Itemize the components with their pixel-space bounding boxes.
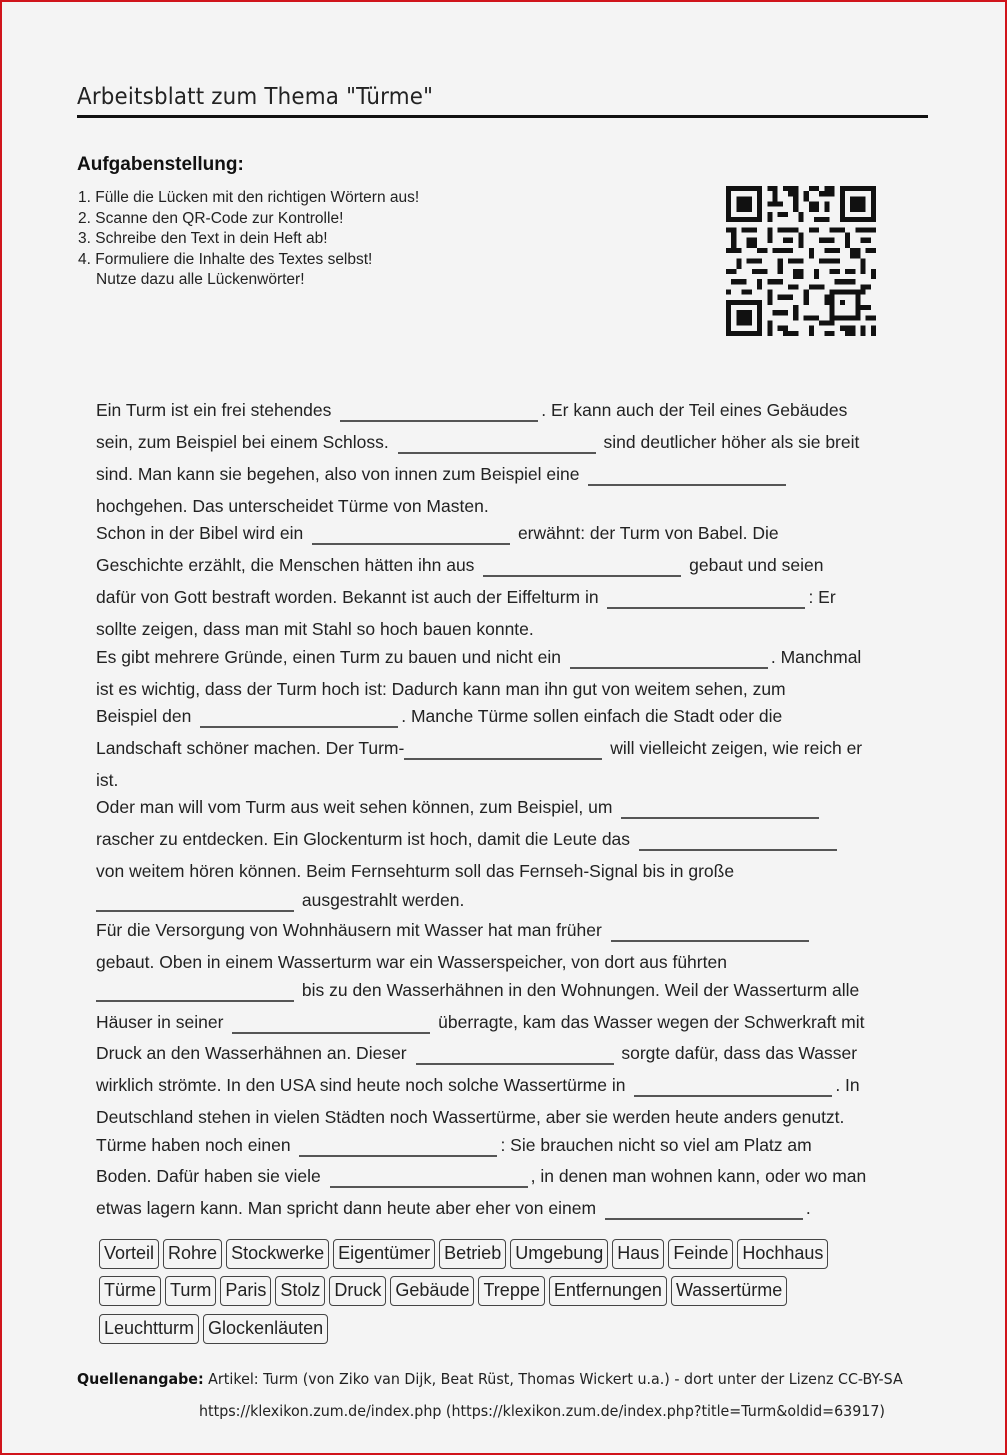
gap-field[interactable] [611, 920, 809, 942]
word-chip[interactable]: Stockwerke [226, 1239, 329, 1269]
text-line: sind. Man kann sie begehen, also von innen zum Beispiel eine [96, 464, 789, 486]
text-line: Deutschland stehen in vielen Städten noch Wassertürme, aber sie werden heute anders genutzt. [96, 1107, 845, 1127]
text-line: etwas lagern kann. Man spricht dann heute aber eher von einem . [96, 1198, 811, 1218]
gap-field[interactable] [639, 829, 837, 851]
task-item: 3. Schreibe den Text in dein Heft ab! [78, 230, 328, 248]
word-chip[interactable]: Vorteil [99, 1239, 159, 1269]
text-line: von weitem hören können. Beim Fernsehturm soll das Fernseh-Signal bis in große [96, 861, 735, 881]
task-list [78, 188, 419, 291]
word-chip[interactable]: Türme [99, 1276, 161, 1306]
gap-field[interactable] [96, 980, 294, 1002]
text-line: dafür von Gott bestraft worden. Bekannt ist auch der Eiffelturm in : Er [96, 587, 836, 607]
word-chip[interactable]: Treppe [478, 1276, 544, 1306]
source-label: Quellenangabe: [77, 1370, 204, 1388]
text-line: Landschaft schöner machen. Der Turm- will vielleicht zeigen, wie reich er [96, 738, 863, 758]
gap-field[interactable] [570, 647, 768, 669]
word-chip[interactable]: Wassertürme [671, 1276, 787, 1306]
word-chip[interactable]: Rohre [163, 1239, 222, 1269]
word-bank-row [99, 1314, 332, 1344]
gap-field[interactable] [634, 1075, 832, 1097]
text-line: Boden. Dafür haben sie viele , in denen man wohnen kann, oder wo man [96, 1166, 867, 1186]
gap-field[interactable] [312, 523, 510, 545]
word-chip[interactable]: Feinde [668, 1239, 733, 1269]
qr-code-icon [726, 186, 876, 336]
text-line: Schon in der Bibel wird ein erwähnt: der Turm von Babel. Die [96, 523, 779, 543]
task-item: Nutze dazu alle Lückenwörter! [96, 271, 305, 289]
text-line: sollte zeigen, dass man mit Stahl so hoch bauen konnte. [96, 619, 534, 639]
text-line: ist. [96, 770, 119, 790]
source-citation [77, 1370, 903, 1388]
text-line: sein, zum Beispiel bei einem Schloss. sind deutlicher höher als sie breit [96, 432, 860, 452]
word-chip[interactable]: Umgebung [510, 1239, 608, 1269]
task-item: 2. Scanne den QR-Code zur Kontrolle! [78, 209, 344, 227]
word-chip[interactable]: Leuchtturm [99, 1314, 199, 1344]
text-line: hochgehen. Das unterscheidet Türme von Masten. [96, 496, 489, 516]
word-bank-row [99, 1276, 791, 1306]
text-line: ausgestrahlt werden. [96, 890, 464, 912]
gap-field[interactable] [96, 890, 294, 912]
gap-field[interactable] [232, 1012, 430, 1034]
task-heading: Aufgabenstellung: [77, 154, 244, 175]
text-line: Für die Versorgung von Wohnhäusern mit Wasser hat man früher [96, 920, 812, 942]
text-line: Beispiel den . Manche Türme sollen einfach die Stadt oder die [96, 706, 783, 726]
title-underline [77, 115, 928, 118]
gap-field[interactable] [299, 1135, 497, 1157]
word-chip[interactable]: Eigentümer [333, 1239, 435, 1269]
text-line: wirklich strömte. In den USA sind heute noch solche Wassertürme in . In [96, 1075, 860, 1095]
gap-field[interactable] [607, 587, 805, 609]
word-chip[interactable]: Druck [329, 1276, 386, 1306]
word-chip[interactable]: Stolz [275, 1276, 325, 1306]
text-line: Druck an den Wasserhähnen an. Dieser sorgte dafür, dass das Wasser [96, 1043, 858, 1063]
text-line: ist es wichtig, dass der Turm hoch ist: Dadurch kann man ihn gut von weitem sehen, zum [96, 679, 786, 699]
text-line: bis zu den Wasserhähnen in den Wohnungen. Weil der Wasserturm alle [96, 980, 859, 1002]
word-chip[interactable]: Turm [165, 1276, 216, 1306]
word-chip[interactable]: Paris [220, 1276, 271, 1306]
gap-field[interactable] [330, 1166, 528, 1188]
gap-field[interactable] [588, 464, 786, 486]
gap-field[interactable] [200, 706, 398, 728]
text-line: Oder man will vom Turm aus weit sehen können, zum Beispiel, um [96, 797, 822, 819]
word-chip[interactable]: Glockenläuten [203, 1314, 328, 1344]
gap-field[interactable] [621, 797, 819, 819]
gap-field[interactable] [404, 738, 602, 760]
source-text: Artikel: Turm (von Ziko van Dijk, Beat Rüst, Thomas Wickert u.a.) - dort unter der Lizenz CC-BY-SA [203, 1370, 903, 1388]
word-bank-row [99, 1239, 832, 1269]
task-item: 4. Formuliere die Inhalte des Textes selbst! [78, 250, 373, 268]
text-line: Türme haben noch einen : Sie brauchen nicht so viel am Platz am [96, 1135, 812, 1155]
word-chip[interactable]: Betrieb [439, 1239, 506, 1269]
worksheet-title: Arbeitsblatt zum Thema "Türme" [77, 84, 434, 110]
word-chip[interactable]: Haus [612, 1239, 664, 1269]
gap-field[interactable] [605, 1198, 803, 1220]
gap-field[interactable] [416, 1043, 614, 1065]
word-chip[interactable]: Entfernungen [549, 1276, 667, 1306]
text-line: Häuser in seiner überragte, kam das Wasser wegen der Schwerkraft mit [96, 1012, 865, 1032]
word-chip[interactable]: Hochhaus [737, 1239, 828, 1269]
gap-field[interactable] [340, 400, 538, 422]
text-line: rascher zu entdecken. Ein Glockenturm ist hoch, damit die Leute das [96, 829, 840, 851]
task-item: 1. Fülle die Lücken mit den richtigen Wörtern aus! [78, 189, 420, 206]
word-chip[interactable]: Gebäude [390, 1276, 474, 1306]
gap-field[interactable] [483, 555, 681, 577]
text-line: Geschichte erzählt, die Menschen hätten ihn aus gebaut und seien [96, 555, 824, 575]
source-url[interactable]: https://klexikon.zum.de/index.php (https://klexikon.zum.de/index.php?title=Turm&oldid=63917) [199, 1402, 885, 1420]
text-line: gebaut. Oben in einem Wasserturm war ein Wasserspeicher, von dort aus führten [96, 952, 727, 972]
gap-field[interactable] [398, 432, 596, 454]
text-line: Es gibt mehrere Gründe, einen Turm zu bauen und nicht ein . Manchmal [96, 647, 862, 667]
text-line: Ein Turm ist ein frei stehendes . Er kann auch der Teil eines Gebäudes [96, 400, 848, 420]
